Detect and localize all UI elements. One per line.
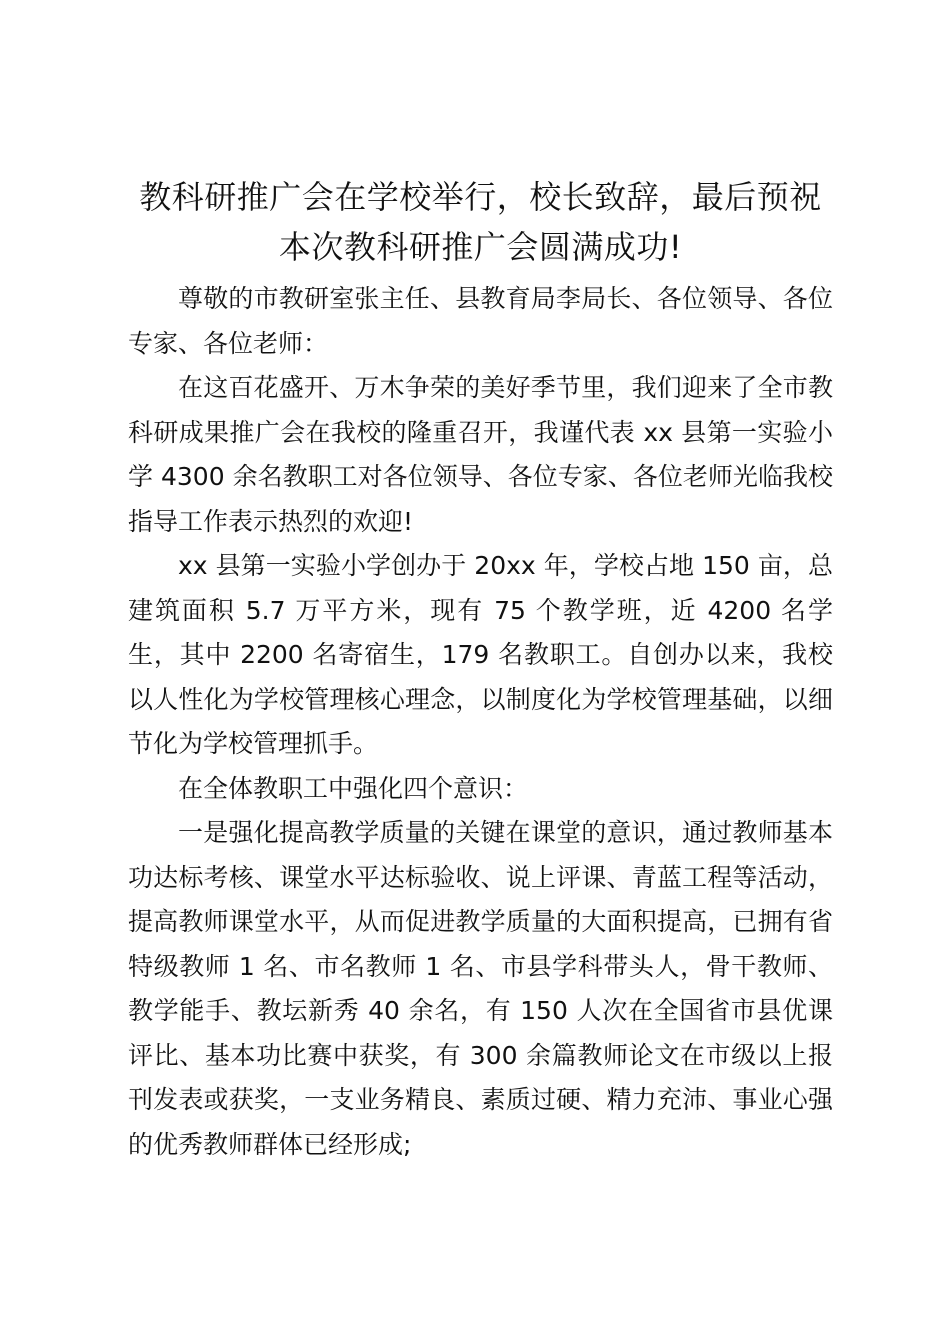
salutation-paragraph: 尊敬的市教研室张主任、县教育局李局长、各位领导、各位专家、各位老师： [128, 284, 833, 358]
welcome-paragraph: 在这百花盛开、万木争荣的美好季节里，我们迎来了全市教科研成果推广会在我校的隆重召开，我谨代表 xx 县第一实验小学 4300 余名教职工对各位领导、各位专家、各位老师光临我校指导工作表示热烈的欢迎! [128, 373, 833, 536]
document-page [128, 172, 833, 1167]
first-awareness-paragraph: 一是强化提高教学质量的关键在课堂的意识，通过教师基本功达标考核、课堂水平达标验收、说上评课、青蓝工程等活动，提高教师课堂水平，从而促进教学质量的大面积提高，已拥有省特级教师 1 名、市名教师 1 名、市县学科带头人，骨干教师、教学能手、教坛新秀 40 余名，有 150 人次在全国省市县优课评比、基本功比赛中获奖，有 300 余篇教师论文在市级以上报刊发表或获奖，一支业务精良、素质过硬、精力充沛、事业心强的优秀教师群体已经形成; [128, 818, 833, 1159]
four-awareness-paragraph: 在全体教职工中强化四个意识： [178, 773, 529, 803]
school-intro-paragraph: xx 县第一实验小学创办于 20xx 年，学校占地 150 亩，总建筑面积 5.7 万平方米，现有 75 个教学班，近 4200 名学生，其中 2200 名寄宿生，179 名教职工。自创办以来，我校以人性化为学校管理核心理念，以制度化为学校管理基础，以细节化为学校管理抓手。 [128, 551, 833, 758]
document-title: 教科研推广会在学校举行，校长致辞，最后预祝本次教科研推广会圆满成功! [139, 178, 822, 266]
